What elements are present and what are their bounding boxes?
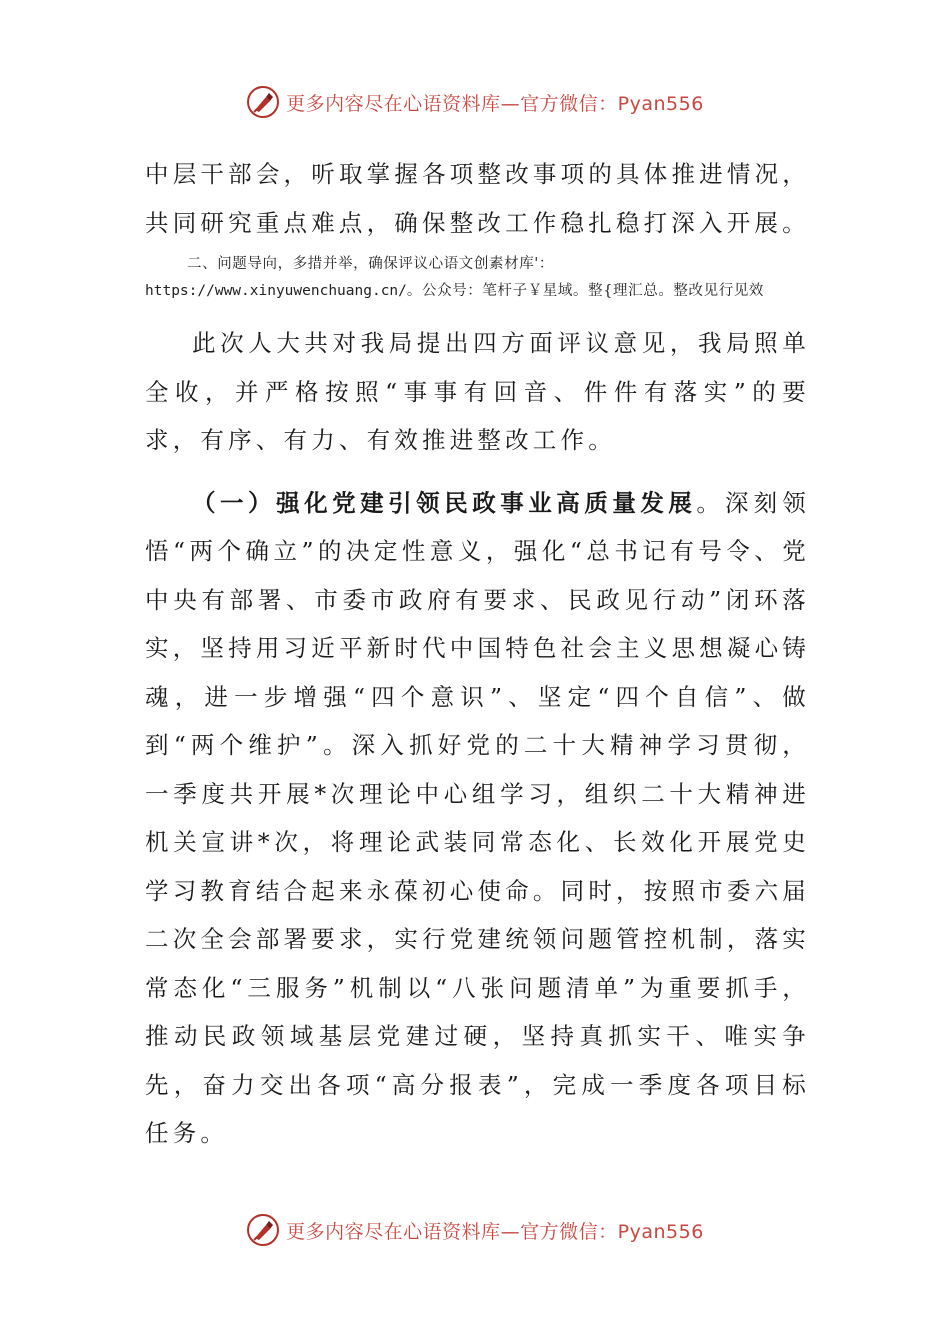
paragraph-intro: 此次人大共对我局提出四方面评议意见，我局照单全收，并严格按照“事事有回音、件件有落实”的要求，有序、有力、有效推进整改工作。 <box>145 329 810 454</box>
section-heading <box>145 251 810 305</box>
footer-banner-text <box>286 1217 704 1244</box>
paragraph-continuation: 中层干部会，听取掌握各项整改事项的具体推进情况，共同研究重点难点，确保整改工作稳扎稳打深入开展。 <box>145 160 810 237</box>
header-contact-text: 官方微信：Pyan556 <box>520 92 704 115</box>
footer-brand-text: 更多内容尽在心语资料库 <box>286 1220 501 1243</box>
pen-nib-logo-icon <box>246 1213 280 1247</box>
header-separator: — <box>500 92 521 115</box>
section-heading-suffix: 。公众号：笔杆子￥星域。整{理汇总。整改见行见效 <box>406 283 765 299</box>
paragraph-subsection <box>145 479 810 1158</box>
header-banner-text <box>286 89 704 116</box>
header-banner <box>0 80 950 124</box>
footer-contact-text: 官方微信：Pyan556 <box>520 1220 704 1243</box>
subsection-title-end: 。 <box>696 488 726 517</box>
pen-nib-logo-icon <box>246 85 280 119</box>
document-body <box>145 150 810 1158</box>
subsection-title: （一）强化党建引领民政事业高质量发展 <box>192 488 697 517</box>
section-heading-prefix: 二、问题导向，多措并举，确保评议心语文创素材库'： <box>187 256 554 272</box>
subsection-body: 深刻领悟“两个确立”的决定性意义，强化“总书记有号令、党中央有部署、市委市政府有要求、民政见行动”闭环落实，坚持用习近平新时代中国特色社会主义思想凝心铸魂，进一步增强“四个意识”、坚定“四个自信”、做到“两个维护”。深入抓好党的二十大精神学习贯彻，一季度共开展*次理论中心组学习，组织二十大精神进机关宣讲*次，将理论武装同常态化、长效化开展党史学习教育结合起来永葆初心使命。同时，按照市委六届二次全会部署要求，实行党建统领问题管控机制，落实常态化“三服务”机制以“八张问题清单”为重要抓手，推动民政领域基层党建过硬，坚持真抓实干、唯实争先，奋力交出各项“高分报表”，完成一季度各项目标任务。 <box>145 488 810 1147</box>
header-brand-text: 更多内容尽在心语资料库 <box>286 92 501 115</box>
footer-banner <box>0 1208 950 1252</box>
footer-separator: — <box>500 1220 521 1243</box>
section-heading-url: https://www.xinyuwenchuang.cn/ <box>145 283 407 299</box>
